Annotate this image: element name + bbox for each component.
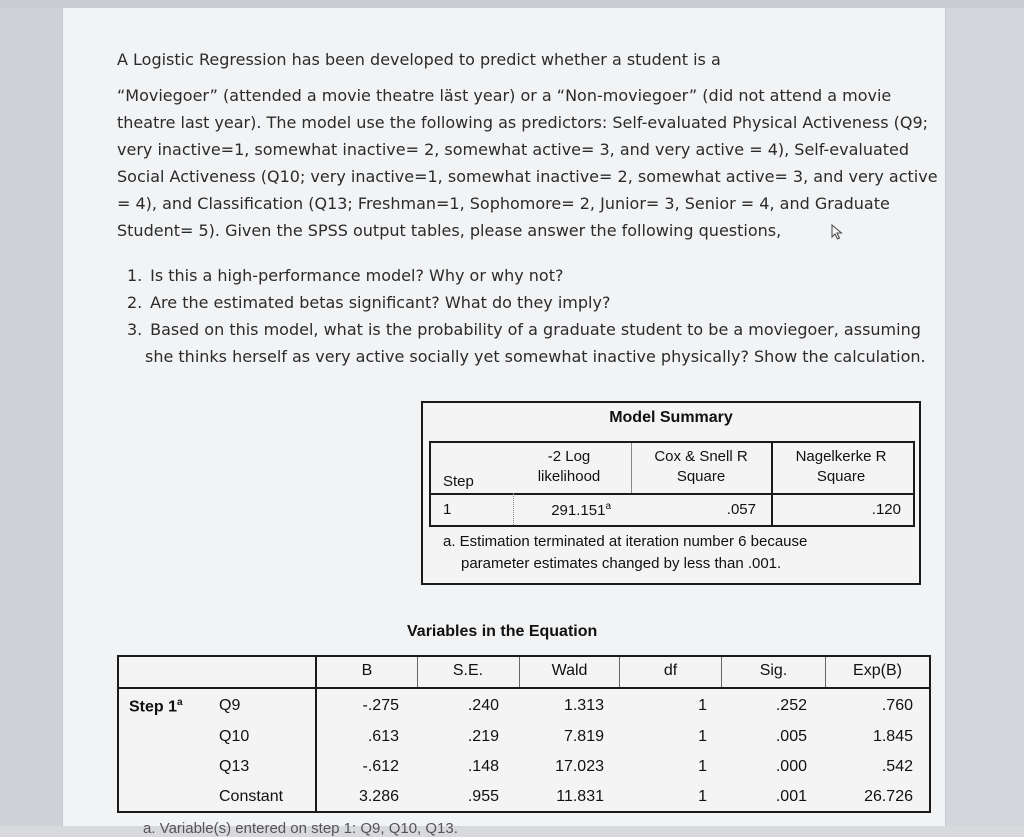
paragraph-line: theatre last year). The model use the following as predictors: Self-evaluated Physical Activeness (Q9; (117, 113, 929, 132)
left-margin (0, 8, 62, 826)
paragraph-line: A Logistic Regression has been developed to predict whether a student is a (117, 50, 721, 69)
intro-line-1 (117, 46, 937, 73)
cell-wald: 1.313 (563, 697, 604, 714)
column-rule (513, 493, 515, 525)
cell-b: -.612 (362, 758, 399, 775)
step-label (129, 697, 183, 716)
document-page (62, 8, 946, 837)
cell-df: 1 (698, 758, 707, 775)
cell-b: .613 (367, 728, 399, 745)
cell-wald: 17.023 (555, 758, 604, 775)
header-expb: Exp(B) (853, 662, 902, 679)
paragraph-line: “Moviegoer” (attended a movie theatre läst year) or a “Non-moviegoer” (did not attend a movie (117, 86, 892, 105)
question-item (127, 316, 947, 343)
question-text: Based on this model, what is the probability of a graduate student to be a moviegoer, assuming (150, 320, 921, 339)
cell-sig: .252 (775, 697, 807, 714)
cell-sig: .005 (775, 728, 807, 745)
question-number: 3. (127, 320, 143, 339)
question-number: 2. (127, 293, 143, 312)
cell-sig: .001 (775, 788, 807, 805)
cell-df: 1 (698, 697, 707, 714)
row-name: Constant (219, 788, 284, 805)
model-summary-title: Model Summary (609, 409, 733, 426)
cell-step: 1 (443, 501, 452, 518)
footnote-line: parameter estimates changed by less than .001. (461, 555, 782, 572)
mouse-pointer-icon (831, 224, 845, 240)
model-summary-grid (429, 441, 915, 527)
question-text: Is this a high-performance model? Why or why not? (150, 266, 564, 285)
header-step: Step (443, 473, 474, 490)
question-text: Are the estimated betas significant? What do they imply? (150, 293, 611, 312)
cell-nagel: .120 (871, 501, 901, 518)
column-rule (771, 443, 773, 525)
cell-wald: 7.819 (563, 728, 604, 745)
cell-df: 1 (698, 788, 707, 805)
variables-footnote: a. Variable(s) entered on step 1: Q9, Q10, Q13. (143, 820, 458, 837)
cell-expb: 1.845 (872, 728, 913, 745)
paragraph-line: very inactive=1, somewhat inactive= 2, somewhat active= 3, and very active = 4), Self-evaluated (117, 140, 910, 159)
cell-b: 3.286 (358, 788, 399, 805)
right-margin (944, 8, 1024, 826)
question-list (127, 262, 947, 370)
cell-cox: .057 (726, 501, 756, 518)
cell-wald: 11.831 (556, 788, 604, 805)
row-name: Q10 (219, 728, 250, 745)
model-summary-table (421, 401, 921, 585)
header-wald: Wald (551, 662, 588, 679)
header-nagel-2: Square (816, 468, 866, 485)
header-loglik-2: likelihood (537, 468, 601, 485)
question-item (127, 289, 947, 316)
intro-paragraph (117, 82, 937, 244)
row-name: Q9 (219, 697, 241, 714)
header-df: df (663, 662, 678, 679)
cell-se: .148 (467, 758, 499, 775)
row-name: Q13 (219, 758, 250, 775)
cell-se: .240 (467, 697, 499, 714)
cell-loglik (531, 501, 611, 519)
model-summary-footnote (443, 531, 807, 575)
header-loglik-1: -2 Log (547, 448, 591, 465)
header-nagel-1: Nagelkerke R (795, 448, 887, 465)
question-number: 1. (127, 266, 143, 285)
paragraph-line: = 4), and Classification (Q13; Freshman=1, Sophomore= 2, Junior= 3, Senior = 4, and Graduate (117, 194, 890, 213)
cell-loglik-value: 291.151 (551, 502, 606, 519)
cell-loglik-sup: a (605, 501, 611, 512)
footnote-line: a. Estimation terminated at iteration number 6 because (443, 533, 808, 550)
variables-title: Variables in the Equation (407, 623, 598, 640)
column-rule (315, 657, 317, 811)
top-bar (0, 0, 1024, 8)
question-item (127, 262, 947, 289)
column-rule (631, 443, 632, 493)
cell-b: -.275 (362, 697, 399, 714)
step-label-sup: a (177, 697, 183, 708)
cell-expb: 26.726 (864, 788, 913, 805)
header-se: S.E. (452, 662, 484, 679)
cell-se: .955 (467, 788, 499, 805)
header-rule (119, 687, 929, 689)
cell-df: 1 (698, 728, 707, 745)
variables-table (117, 655, 931, 813)
header-rule (431, 493, 913, 495)
cell-expb: .542 (881, 758, 913, 775)
header-cox-1: Cox & Snell R (654, 448, 748, 465)
header-b: B (361, 662, 373, 679)
cell-sig: .000 (775, 758, 807, 775)
cell-expb: .760 (881, 697, 913, 714)
question-text-continued: she thinks herself as very active socially yet somewhat inactive physically? Show the calculation. (145, 347, 926, 366)
paragraph-line: Social Activeness (Q10; very inactive=1, somewhat inactive= 2, somewhat active= 3, and very active (117, 167, 938, 186)
header-cox-2: Square (676, 468, 726, 485)
step-label-text: Step 1 (129, 698, 178, 716)
paragraph-line: Student= 5). Given the SPSS output tables, please answer the following questions, (117, 221, 782, 240)
cell-se: .219 (467, 728, 499, 745)
header-sig: Sig. (759, 662, 788, 679)
